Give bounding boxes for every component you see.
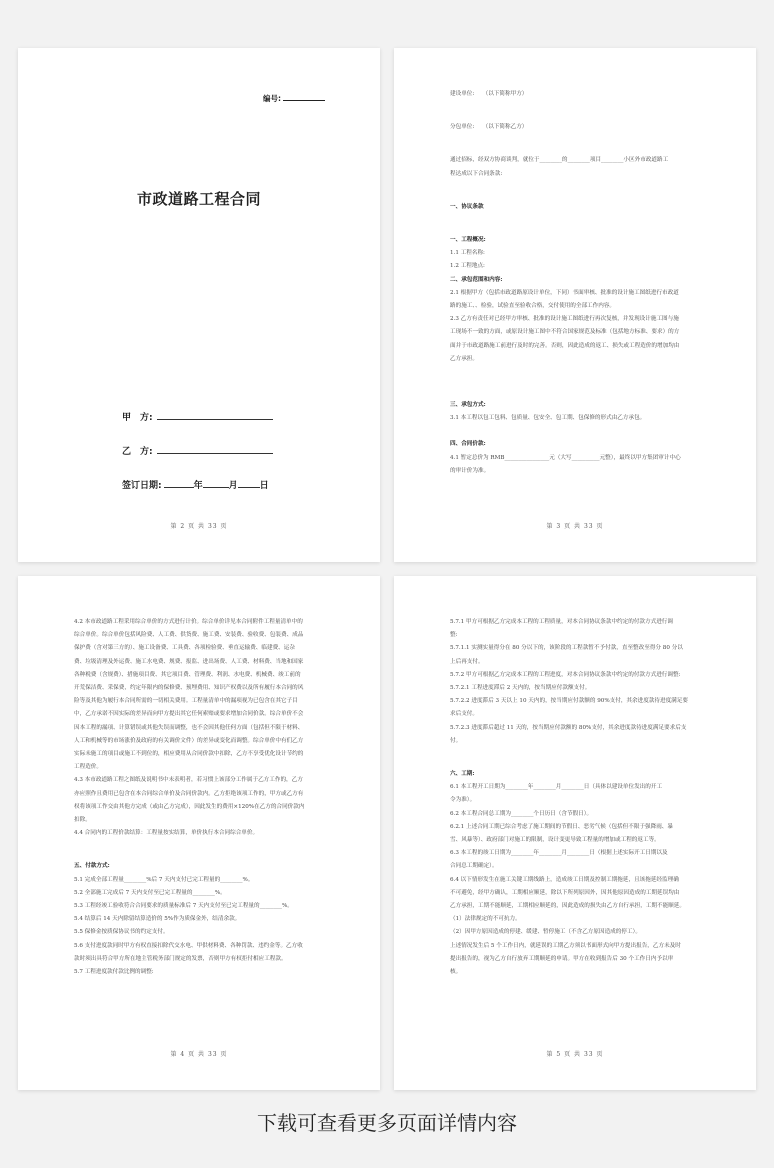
section-heading: 六、工期: — [450, 771, 475, 778]
body-line: 求后支付。 — [450, 711, 478, 718]
body-line: 5.1 完成全部工程量________%后 7 天内支付已完工程量的________%。 — [74, 876, 254, 883]
body-line: 6.3 本工程的竣工日期为________年________月________日（根据上述实际开工日期以及 — [450, 850, 668, 857]
serial-number-field — [263, 93, 325, 104]
document-page-5 — [394, 576, 756, 1090]
section-heading: 四、合同价款: — [450, 441, 486, 448]
page-number: 第 3 页 共 33 页 — [546, 523, 604, 530]
download-more-banner: 下载可查看更多页面详情内容 — [257, 1111, 517, 1135]
body-line: 4.4 合同内的工程价款结算：工程量按实结算，单价执行本合同综合单价。 — [74, 830, 259, 837]
section-heading: 二、承包范围和内容: — [450, 276, 503, 283]
body-line: 5.7.2.2 进度滞后 3 天以上 10 天内的，按当期应付款额的 90%支付，其余进度款待进度满足要 — [450, 698, 688, 705]
body-line: 乙方承担，工期不能顺延，工期相应顺延的，因此造成的损失由乙方自行承担，工期不能顺延。 — [450, 903, 685, 910]
body-line: 提出报告的，视为乙方自行放弃工期顺延的申请。甲方在收到报告后 30 个工作日内予以审 — [450, 955, 674, 962]
body-line: 6.4 以下情形发生在施工关键工期线路上，造成竣工日期及控制工期拖延，且该拖延经监理确 — [450, 876, 679, 883]
serial-number-blank — [283, 93, 325, 101]
day-blank — [238, 478, 260, 488]
body-line: 6.1 本工程开工日期为________年________月________日（具体以建设单位发出的开工 — [450, 784, 663, 791]
body-line: 2.1 根据甲方（包括市政道路原设计单位，下同）书面审核、批准的设计施工图纸进行市政道 — [450, 289, 679, 296]
body-line: 工程造价。 — [74, 764, 102, 771]
party-b-label: 乙 方: — [122, 447, 153, 457]
page-number: 第 5 页 共 33 页 — [546, 1051, 604, 1058]
body-line: 2.3 乙方有责任对已经甲方审核、批准的设计施工图纸进行再次复核，并发现设计施工图与施 — [450, 316, 679, 323]
body-line: 5.7.1 甲方可根据乙方完成本工程的工程质量，对本合同协议条款中约定的付款方式进行调 — [450, 619, 673, 625]
paragraph-spacer — [74, 840, 328, 860]
document-page-cover — [18, 48, 380, 562]
body-line: 雪、风暴等）、政府部门对施工的限制，设计变更导致工程量的增加或工程的返工等。 — [450, 837, 660, 844]
sign-date-label: 签订日期: — [122, 481, 162, 491]
body-line: 5.7.2 甲方可根据乙方完成本工程的工程进度，对本合同协议条款中约定的付款方式进行调整: — [450, 671, 681, 678]
body-line: 1.1 工程名称: — [450, 250, 485, 257]
body-line: 分包单位: （以下简称乙方） — [450, 124, 528, 131]
body-line: 扣除。 — [74, 817, 91, 824]
paragraph-spacer — [450, 748, 704, 768]
section-heading: 一、工程概况: — [450, 237, 486, 244]
body-line: 因本工程的漏项、计算错误或其他失误而调整，也不会因其他任何方面（包括但不限于材料、 — [74, 724, 304, 731]
body-line: 5.4 结算后 14 天内除留结算造价的 5%作为质保金外，结清余款。 — [74, 916, 241, 923]
section-heading: 三、承包方式: — [450, 402, 486, 409]
paragraph-spacer — [450, 366, 704, 386]
paragraph-spacer — [450, 386, 704, 399]
month-blank — [203, 478, 229, 488]
body-line: 开荒保洁费、采保费，约定年限内的保修费、预埋费用、知识产权费以及所有履行本合同的风 — [74, 685, 304, 692]
page-number: 第 4 页 共 33 页 — [170, 1051, 228, 1058]
body-line: 5.7.1.1 实测实量得分在 80 分以下的，该阶段的工程款暂不予付款，直至整改至得分 80 分以 — [450, 645, 683, 652]
body-line: 建设单位: （以下简称甲方） — [450, 91, 528, 97]
body-line: 面并于市政道路施工前进行及时的完善。否则，因此造成的返工、损失或工程造价的增加均由 — [450, 342, 680, 349]
body-line: 5.7 工程进度款付款比例的调整: — [74, 969, 154, 976]
page-body-text — [74, 616, 328, 979]
section-heading: 五、付款方式: — [74, 863, 110, 870]
body-line: 5.7.2.1 工程进度滞后 2 天内的，按当期应付款额支付。 — [450, 685, 591, 692]
body-line: 核。 — [450, 969, 462, 976]
body-line: 乙方承担。 — [450, 355, 478, 362]
body-line: 上述情况发生后 5 个工作日内，就延误的工期乙方须以书面形式向甲方提出报告，乙方未及时 — [450, 942, 681, 949]
body-line: 令为准）。 — [450, 797, 476, 804]
body-line: 5.2 全部施工完成后 7 天内支付至已完工程量的________%。 — [74, 889, 226, 896]
body-line: 上后再支付。 — [450, 658, 484, 665]
paragraph-spacer — [450, 181, 704, 201]
body-line: 综合单价。综合单价包括风险费、人工费、供货费、施工费、安装费、验收费、包装费、成品 — [74, 632, 304, 639]
body-line: 4.3 本市政道路工程之图纸及说明书中未表明者，若习惯上该部分工作属于乙方工作的，乙方 — [74, 777, 303, 784]
party-b-blank — [157, 444, 273, 454]
body-line: 5.6 支付进度款同时甲方有权直接扣除代交水电、甲供材料费、各种罚款、违约金等。乙方收 — [74, 942, 303, 949]
body-line: 的审计价为准。 — [450, 467, 490, 474]
paragraph-spacer — [450, 425, 704, 438]
body-line: 不可避免，经甲方确认，工期相应顺延，除以下所列原因外，因其他原因造成的工期延误均由 — [450, 889, 680, 896]
body-line: 3.1 本工程以包工包料、包质量、包安全、包工期、包保修的形式由乙方承包。 — [450, 415, 646, 422]
section-heading: 一、协议条款 — [450, 203, 484, 210]
body-line: 险等及其他为履行本合同所需的一切相关费用。工程量清单中的漏项视为已包含在其它子目 — [74, 698, 298, 705]
body-line: 5.3 工程经竣工验收符合合同要求的质量标准后 7 天内支付至已完工程量的________%。 — [74, 903, 293, 910]
party-a-label: 甲 方: — [122, 413, 153, 423]
body-line: 1.2 工程地点: — [450, 263, 485, 270]
party-a-blank — [157, 410, 273, 420]
page-body-text — [450, 88, 704, 478]
page-number: 第 2 页 共 33 页 — [170, 523, 228, 530]
party-b-field — [122, 444, 273, 457]
body-line: 中，乙方承诺不因实际的差异而向甲方提出其它任何索赔或要求增加合同价款。综合单价不会 — [74, 711, 304, 718]
body-line: 费、垃圾清理及外运费、施工水电费、规费、报监、进出场费、人工费、材料费、当地和国家 — [74, 658, 304, 665]
page-body-text — [450, 616, 704, 979]
body-line: 工现场不一致的方面，或原设计施工图中不符合国家规范及标准（包括地方标准、要求）的方 — [450, 329, 680, 336]
body-line: 人工和机械等的市场涨价及政府的有关调价文件）的差异或变化而调整。综合单价中有们乙方 — [74, 737, 304, 744]
body-line: 实际未施工的项目或施工不到位的，相应费用从合同价款中扣除，乙方不享受优化设计节约的 — [74, 751, 304, 758]
body-line: 各种税费（含规费）、措施项目费、其它项目费、管理费、利润、水电费、机械费、竣工前的 — [74, 671, 301, 678]
year-label: 年 — [193, 481, 203, 491]
sign-date-field — [122, 478, 269, 491]
paragraph-spacer — [450, 214, 704, 234]
body-line: 款时须出具符合甲方所在地主管税务部门规定的发票，否则甲方有权拒付相应工程款。 — [74, 955, 287, 962]
body-line: 4.1 暂定总价为 RMB________________元（大写__________元整），最终以甲方集团审计中心 — [450, 454, 681, 461]
body-line: 4.2 本市政道路工程采用综合单价的方式进行计价。综合单价详见本合同附件工程量清单中的 — [74, 619, 303, 625]
body-line: （1）法律规定的不可抗力。 — [450, 916, 521, 923]
serial-number-label: 编号: — [263, 94, 281, 103]
body-line: 6.2 本工程合同总工期为________个日历日（含节假日）。 — [450, 810, 593, 817]
party-a-field — [122, 410, 273, 423]
body-line: 整: — [450, 632, 458, 639]
month-label: 月 — [228, 481, 238, 491]
contract-title: 市政道路工程合同 — [136, 190, 261, 208]
body-line: 程达成以下合同条款: — [450, 170, 503, 177]
body-line: 路的施工、、检验，试验直至验收合格，交付使用的全部工作内容。 — [450, 303, 616, 310]
body-line: 权将该项工作交由其他方完成（或由乙方完成），因此发生的费用×120%在乙方的合同价款内 — [74, 803, 305, 810]
paragraph-spacer — [450, 101, 704, 121]
day-label: 日 — [259, 481, 269, 491]
body-line: 付。 — [450, 737, 462, 744]
body-line: 6.2.1 上述合同工期已综合考虑了施工期间的节假日、恶劣气候（包括但不限于强降雨、暴 — [450, 823, 673, 830]
body-line: 5.7.2.3 进度滞后超过 11 天的，按当期应付款额的 80%支付，其余进度款待进度满足要求后支 — [450, 724, 687, 731]
body-line: 通过招标，经双方协商谈判，就位于________的________项目________小区外市政道路工 — [450, 157, 669, 164]
body-line: 合同总工期确定）。 — [450, 863, 498, 870]
body-line: 亦应照作且费用已包含在本合同综合单价及合同价款内。乙方拒绝该项工作的，甲方或乙方有 — [74, 790, 304, 797]
document-page-3 — [394, 48, 756, 562]
body-line: 5.5 保修金按质保协议书的约定支付。 — [74, 929, 169, 936]
body-line: （2）因甲方原因造成的停建、缓建、暂停施工（不含乙方原因造成的停工）。 — [450, 929, 641, 936]
body-line: 保护费（含对第三方的）、施工设备费、工具费、各项检验费、垂直运输费、临建费、运杂 — [74, 645, 295, 652]
year-blank — [164, 478, 194, 488]
document-page-4 — [18, 576, 380, 1090]
paragraph-spacer — [450, 134, 704, 154]
